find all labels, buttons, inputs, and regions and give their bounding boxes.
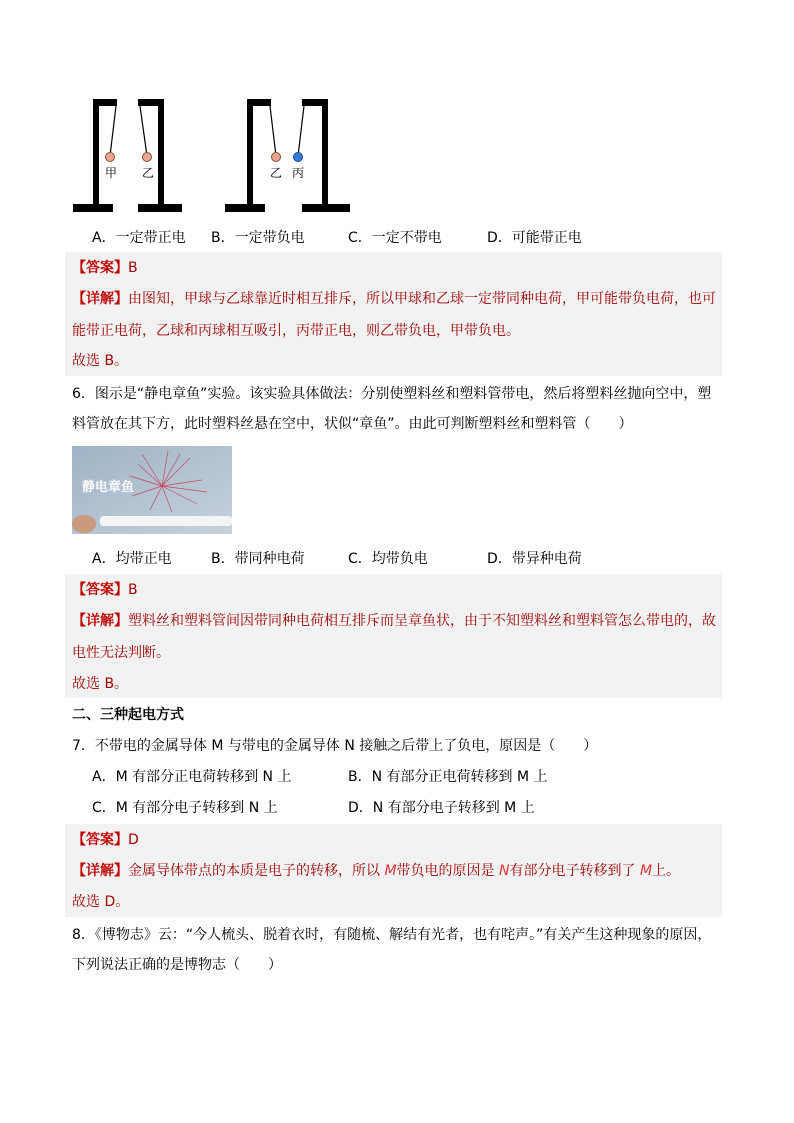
detail-text: 上。 (652, 863, 681, 879)
q5-detail-line1 (72, 289, 716, 309)
q5-answer-box (65, 252, 722, 376)
ball-bing (294, 153, 303, 162)
q7-option-a: A．M 有部分正电荷转移到 N 上 (92, 769, 292, 785)
photo-svg (72, 446, 232, 534)
q6-detail-line2: 电性无法判断。 (72, 645, 170, 661)
q5-option-b: B．一定带负电 (211, 230, 305, 246)
ball-yi-1 (143, 153, 152, 162)
diagram-svg (70, 96, 360, 218)
detail-var-m: M (384, 863, 397, 879)
q6-option-a: A．均带正电 (92, 551, 172, 567)
section-title: 二、三种起电方式 (72, 707, 184, 723)
q7-detail (72, 861, 680, 881)
q7-option-b: B．N 有部分正电荷转移到 M 上 (348, 769, 548, 785)
photo-caption: 静电章鱼 (82, 480, 135, 495)
q6-option-b: B．带同种电荷 (211, 551, 305, 567)
label-bing: 丙 (292, 166, 305, 180)
q5-option-d: D．可能带正电 (487, 230, 582, 246)
label-yi-1: 乙 (142, 166, 155, 180)
q7-option-d: D．N 有部分电子转移到 M 上 (348, 800, 535, 816)
q5-option-c: C．一定不带电 (348, 230, 442, 246)
answer-value: B (128, 582, 138, 598)
detail-var-n: N (499, 863, 510, 879)
detail-text: 塑料丝和塑料管间因带同种电荷相互排斥而呈章鱼状，由于不知塑料丝和塑料管怎么带电的，故 (128, 613, 716, 629)
q5-answer (72, 258, 138, 278)
q5-conclusion: 故选 B。 (72, 353, 129, 369)
q6-answer (72, 580, 138, 600)
ball-jia (106, 153, 115, 162)
q6-answer-box (65, 574, 722, 698)
q6-detail-line1 (72, 611, 716, 631)
detail-tag: 【详解】 (72, 863, 128, 879)
answer-value: B (128, 260, 138, 276)
q5-option-a: A．一定带正电 (92, 230, 186, 246)
q6-stem-line1: 6．图示是“静电章鱼”实验。该实验具体做法：分别使塑料丝和塑料管带电，然后将塑料丝抛向空中，塑 (72, 386, 712, 402)
detail-text: 有部分电子转移到了 (509, 863, 640, 879)
q7-option-c: C．M 有部分电子转移到 N 上 (92, 800, 278, 816)
frame-left (73, 99, 182, 212)
q8-stem-line1: 8．《博物志》云：“今人梳头、脱着衣时，有随梳、解结有光者，也有咤声。”有关产生这种现象的原因， (72, 927, 712, 943)
charged-balls-diagram (70, 96, 360, 218)
q7-stem: 7．不带电的金属导体 M 与带电的金属导体 N 接触之后带上了负电，原因是（ ） (72, 738, 598, 754)
label-yi-2: 乙 (270, 166, 283, 180)
q6-stem-line2: 料管放在其下方，此时塑料丝悬在空中，状似“章鱼”。由此可判断塑料丝和塑料管（ ） (72, 416, 633, 432)
q8-stem-line2: 下列说法正确的是博物志（ ） (72, 957, 282, 973)
answer-tag: 【答案】 (72, 260, 128, 276)
detail-text: 由图知，甲球与乙球靠近时相互排斥，所以甲球和乙球一定带同种电荷，甲可能带负电荷，也可 (128, 291, 716, 307)
ball-yi-2 (272, 153, 281, 162)
static-octopus-photo (72, 446, 232, 534)
detail-tag: 【详解】 (72, 613, 128, 629)
label-jia: 甲 (105, 166, 118, 180)
detail-text: 金属导体带点的本质是电子的转移，所以 (128, 863, 385, 879)
frame-right (225, 99, 350, 212)
detail-var-m: M (639, 863, 653, 879)
q5-detail-line2: 能带正电荷，乙球和丙球相互吸引，丙带正电，则乙带负电，甲带负电。 (72, 323, 520, 339)
detail-tag: 【详解】 (72, 291, 128, 307)
q6-conclusion: 故选 B。 (72, 676, 129, 692)
detail-text: 带负电的原因是 (396, 863, 499, 879)
q6-option-d: D．带异种电荷 (487, 551, 582, 567)
q6-option-c: C．均带负电 (348, 551, 428, 567)
answer-tag: 【答案】 (72, 832, 128, 848)
q7-answer (72, 830, 139, 850)
q7-conclusion: 故选 D。 (72, 894, 130, 910)
answer-value: D (128, 832, 139, 848)
answer-tag: 【答案】 (72, 582, 128, 598)
